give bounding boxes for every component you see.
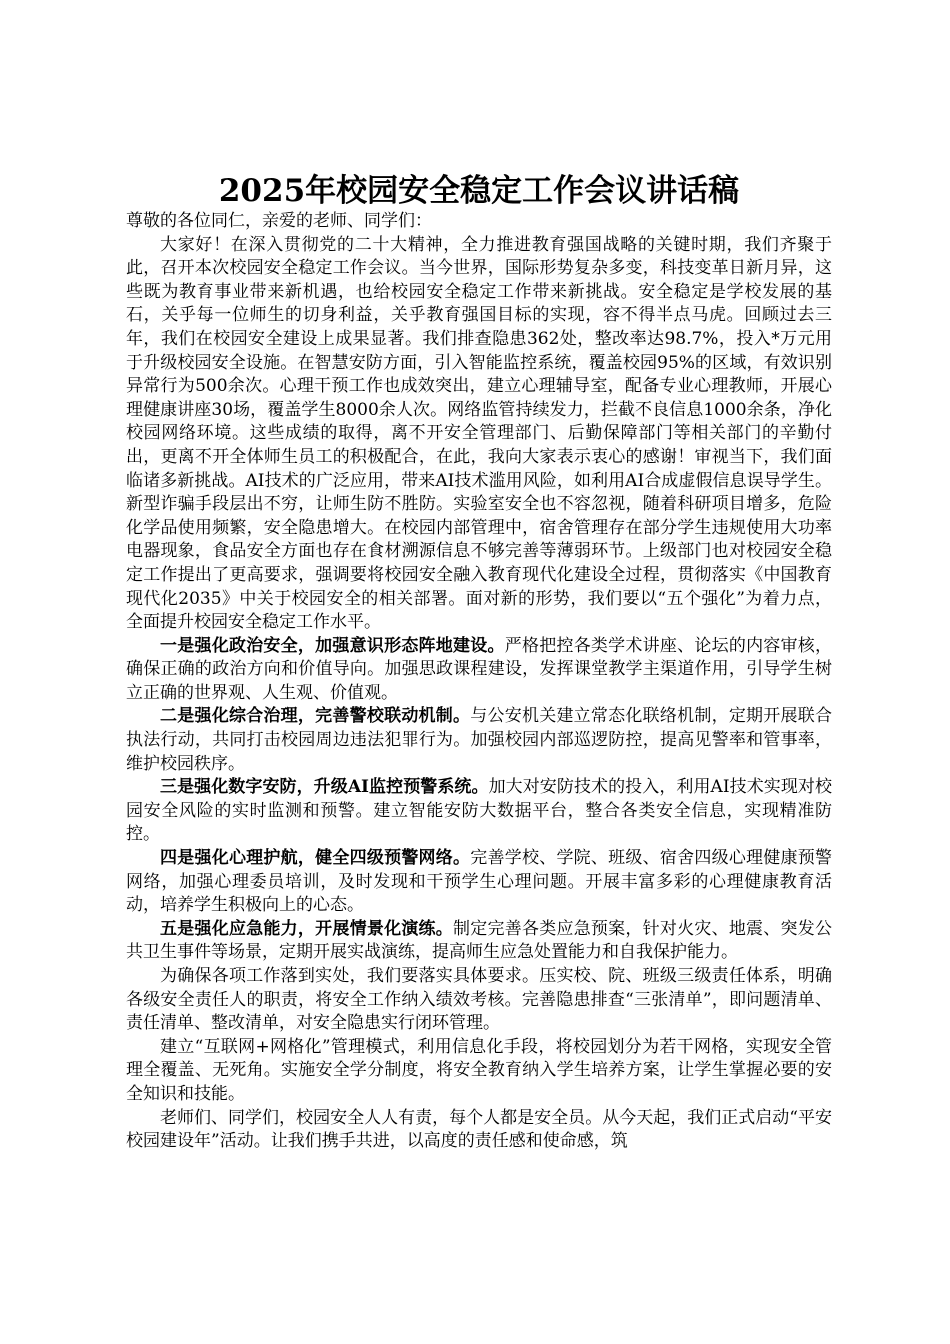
closing-paragraph-1: 为确保各项工作落到实处，我们要落实具体要求。压实校、院、班级三级责任体系，明确各级安全责任人的职责，将安全工作纳入绩效考核。完善隐患排查“三张清单”，即问题清单、责任清单、整改清单，对安全隐患实行闭环管理。	[126, 966, 832, 1034]
point-5-paragraph	[126, 918, 832, 965]
intro-paragraph: 大家好！在深入贯彻党的二十大精神，全力推进教育强国战略的关键时期，我们齐聚于此，召开本次校园安全稳定工作会议。当今世界，国际形势复杂多变，科技变革日新月异，这些既为教育事业带来新机遇，也给校园安全稳定工作带来新挑战。安全稳定是学校发展的基石，关乎每一位师生的切身利益，关乎教育强国目标的实现，容不得半点马虎。回顾过去三年，我们在校园安全建设上成果显著。我们排查隐患362处，整改率达98.7%，投入*万元用于升级校园安全设施。在智慧安防方面，引入智能监控系统，覆盖校园95%的区域，有效识别异常行为500余次。心理干预工作也成效突出，建立心理辅导室，配备专业心理教师，开展心理健康讲座30场，覆盖学生8000余人次。网络监管持续发力，拦截不良信息1000余条，净化校园网络环境。这些成绩的取得，离不开安全管理部门、后勤保障部门等相关部门的辛勤付出，更离不开全体师生员工的积极配合，在此，我向大家表示衷心的感谢！审视当下，我们面临诸多新挑战。AI技术的广泛应用，带来AI技术滥用风险，如利用AI合成虚假信息误导学生。新型诈骗手段层出不穷，让师生防不胜防。实验室安全也不容忽视，随着科研项目增多，危险化学品使用频繁，安全隐患增大。在校园内部管理中，宿舍管理存在部分学生违规使用大功率电器现象，食品安全方面也存在食材溯源信息不够完善等薄弱环节。上级部门也对校园安全稳定工作提出了更高要求，强调要将校园安全融入教育现代化建设全过程，贯彻落实《中国教育现代化2035》中关于校园安全的相关部署。面对新的形势，我们要以“五个强化”为着力点，全面提升校园安全稳定工作水平。	[126, 234, 832, 633]
point-4-lead: 四是强化心理护航，健全四级预警网络。	[160, 848, 471, 869]
closing-paragraph-3: 老师们、同学们，校园安全人人有责，每个人都是安全员。从今天起，我们正式启动“平安校园建设年”活动。让我们携手共进，以高度的责任感和使命感，筑	[126, 1107, 832, 1152]
closing-paragraph-2: 建立“互联网+网格化”管理模式，利用信息化手段，将校园划分为若干网格，实现安全管理全覆盖、无死角。实施安全学分制度，将安全教育纳入学生培养方案，让学生掌握必要的安全知识和技能。	[126, 1036, 832, 1104]
point-1-lead: 一是强化政治安全，加强意识形态阵地建设。	[160, 635, 505, 656]
point-1-text: 严格把控各类学术讲座、论坛的内容审核，确保正确的政治方向和价值导向。加强思政课程建设，发挥课堂教学主渠道作用，引导学生树立正确的世界观、人生观、价值观。	[126, 635, 833, 703]
salutation: 尊敬的各位同仁，亲爱的老师、同学们：	[126, 211, 432, 231]
point-1-paragraph	[126, 635, 832, 706]
point-2-lead: 二是强化综合治理，完善警校联动机制。	[160, 706, 471, 727]
document-page	[126, 172, 832, 1154]
point-2-text: 与公安机关建立常态化联络机制，定期开展联合执法行动，共同打击校园周边违法犯罪行为。加强校园内部巡逻防控，提高见警率和管事率，维护校园秩序。	[126, 706, 833, 774]
point-3-paragraph	[126, 776, 832, 847]
point-5-lead: 五是强化应急能力，开展情景化演练。	[160, 918, 454, 939]
point-4-text: 完善学校、学院、班级、宿舍四级心理健康预警网络，加强心理委员培训，及时发现和干预学生心理问题。开展丰富多彩的心理健康教育活动，培养学生积极向上的心态。	[126, 848, 833, 916]
point-4-paragraph	[126, 847, 832, 918]
document-title: 2025年校园安全稳定工作会议讲话稿	[218, 173, 740, 209]
point-3-lead: 三是强化数字安防，升级AI监控预警系统。	[160, 777, 489, 798]
point-2-paragraph	[126, 705, 832, 776]
point-3-text: 加大对安防技术的投入，利用AI技术实现对校园安全风险的实时监测和预警。建立智能安防大数据平台，整合各类安全信息，实现精准防控。	[126, 777, 832, 845]
point-5-text: 制定完善各类应急预案，针对火灾、地震、突发公共卫生事件等场景，定期开展实战演练，提高师生应急处置能力和自我保护能力。	[126, 918, 833, 963]
